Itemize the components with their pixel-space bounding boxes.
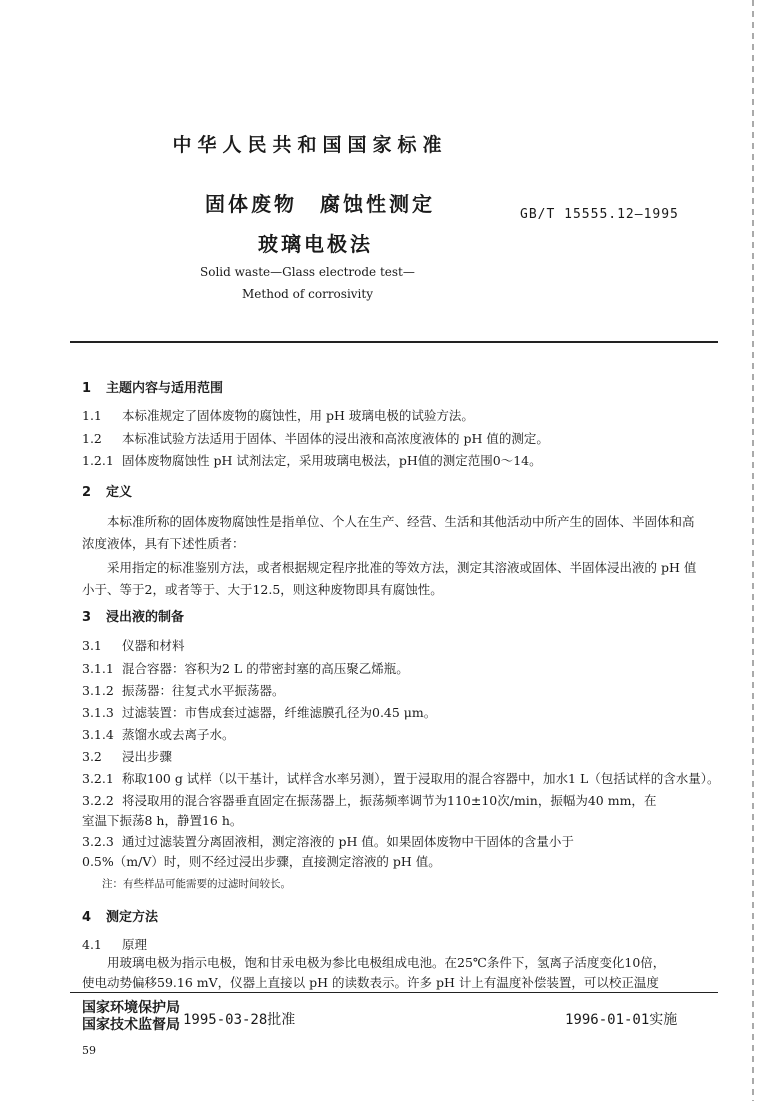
header-divider <box>70 341 718 343</box>
section-1-heading: 1 主题内容与适用范围 <box>82 381 224 396</box>
approval-date: 1995-03-28批准 <box>183 1012 296 1028</box>
clause-3-1-4: 3.1.4 蒸馏水或去离子水。 <box>82 727 235 742</box>
clause-3-2-2: 3.2.2 将浸取用的混合容器垂直固定在振荡器上，振荡频率调节为110±10次/min，振幅为40 mm，在 <box>82 793 657 808</box>
section-4-heading: 4 测定方法 <box>82 910 159 925</box>
standard-number: GB/T 15555.12—1995 <box>520 207 679 222</box>
clause-3-2-3: 3.2.3 通过过滤装置分离固液相，测定溶液的 pH 值。如果固体废物中干固体的含量小于 <box>82 834 574 849</box>
clause-3-1-3: 3.1.3 过滤装置：市售成套过滤器，纤维滤膜孔径为0.45 μm。 <box>82 705 437 720</box>
note: 注：有些样品可能需要的过滤时间较长。 <box>102 878 291 890</box>
clause-1-1: 1.1 本标准规定了固体废物的腐蚀性，用 pH 玻璃电极的试验方法。 <box>82 408 474 423</box>
title-line-2: 玻璃电极法 <box>258 232 373 256</box>
section-2-heading: 2 定义 <box>82 485 133 500</box>
clause-4-1-text-line-1: 用玻璃电极为指示电极，饱和甘汞电极为参比电极组成电池。在25℃条件下，氢离子活度变化10倍， <box>107 955 666 970</box>
clause-4-1: 4.1 原理 <box>82 937 148 952</box>
section-2-paragraph-2: 采用指定的标准鉴别方法，或者根据规定程序批准的等效方法，测定其溶液或固体、半固体浸出液的 pH 值小于、等于2，或者等于、大于12.5，则这种废物即具有腐蚀性。 <box>82 560 697 597</box>
clause-3-2-1: 3.2.1 称取100 g 试样（以干基计，试样含水率另测），置于浸取用的混合容器中，加水1 L（包括试样的含水量）。 <box>82 771 720 786</box>
clause-1-2: 1.2 本标准试验方法适用于固体、半固体的浸出液和高浓度液体的 pH 值的测定。 <box>82 431 549 446</box>
clause-3-1: 3.1 仪器和材料 <box>82 638 185 653</box>
clause-3-1-1: 3.1.1 混合容器：容积为2 L 的带密封塞的高压聚乙烯瓶。 <box>82 661 409 676</box>
english-title-line-1: Solid waste—Glass electrode test— <box>200 265 415 279</box>
clause-3-2-3-continued: 0.5%（m/V）时，则不经过浸出步骤，直接测定溶液的 pH 值。 <box>82 854 441 869</box>
clause-4-1-text-line-2: 使电动势偏移59.16 mV，仪器上直接以 pH 的读数表示。许多 pH 计上有温度补偿装置，可以校正温度 <box>82 975 659 990</box>
section-3-heading: 3 浸出液的制备 <box>82 610 185 625</box>
clause-3-1-2: 3.1.2 振荡器：往复式水平振荡器。 <box>82 683 285 698</box>
clause-1-2-1: 1.2.1 固体废物腐蚀性 pH 试剂法定，采用玻璃电极法，pH值的测定范围0～14。 <box>82 453 542 468</box>
national-standard-heading: 中华人民共和国国家标准 <box>172 134 448 156</box>
issuer-line-1: 国家环境保护局 <box>82 1000 180 1016</box>
english-title-line-2: Method of corrosivity <box>242 287 373 301</box>
issuing-authorities <box>82 1000 180 1034</box>
issuer-line-2: 国家技术监督局 <box>82 1017 180 1033</box>
page-number: 59 <box>82 1044 96 1057</box>
implementation-date: 1996-01-01实施 <box>565 1012 678 1028</box>
footer-divider <box>70 992 718 993</box>
clause-3-2: 3.2 浸出步骤 <box>82 749 173 764</box>
clause-3-2-2-continued: 室温下振荡8 h，静置16 h。 <box>82 813 243 828</box>
section-2-paragraph-1: 本标准所称的固体废物腐蚀性是指单位、个人在生产、经营、生活和其他活动中所产生的固体、半固体和高浓度液体，具有下述性质者： <box>82 514 695 551</box>
title-line-1: 固体废物 腐蚀性测定 <box>205 192 435 216</box>
scan-edge <box>752 0 754 1101</box>
